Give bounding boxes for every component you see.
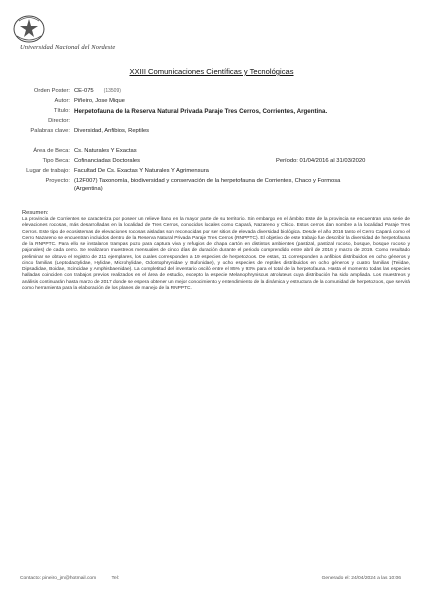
orden-poster-label: Orden Poster: bbox=[33, 88, 70, 94]
periodo-value: 01/04/2016 al 31/03/2020 bbox=[299, 158, 366, 164]
footer-contact bbox=[20, 576, 119, 581]
resumen-text: La provincia de Corrientes se caracteriza por poseer un relieve llano en la mayor parte de su territorio. Sin embargo en el ámbito Este de la provincia se encuentran una serie de elevaciones rocosas, más desarrolladas en la localidad de Tres Cerros, conocidos locales como Capará, Nazareno y Chico. Estos cerros dan nombre a la localidad Paraje Tres Cerros. Este tipo de ecosistemas de elevaciones rocosas aisladas son reconocidas por ser sitios de elevada diversidad biológica. Desde el año 2016 tanto el Cerro Capará como el Cerro Nazareno se encuentran incluidos dentro de la Reserva Natural Privada Paraje Tres Cerros (RNPPTC). El objetivo de este trabajo fue describir la diversidad de herpetofauna de la RNPPTC. Para ello se instalaron trampas pozo para captura viva y refugios de chapa cartón en distintos ambientes (pastizal, pastizal rocoso, bosque, bosque rocoso y pajonales) de cada cerro. Se realizaron muestreos mensuales de cinco días de duración durante el periodo comprendido entre abril de 2016 y marzo de 2019. Como resultado preliminar se obtuvo el registro de 211 ejemplares, los cuales corresponden a 19 especies de herpetozoos. De estas, 11 corresponden a anfibios distribuidos en ocho géneros y cinco familias (Leptodactylidae, Hylidae, Microhylidae, Odontophrynidae y Bufonidae), y ocho especies de reptiles distribuidos en ocho géneros y cuatro familias (Teiidae, Dipsadidae, Boidae, Scincidae y Amphisbaenidae). La completitud del inventario osciló entre el 85% y 93% para el total de la herpetofauna. Hasta el momento todas las especies halladas coinciden con trabajos previos realizados en el área de estudio, excepto la especie Melanophryniscus atroluteus cuya distribución ha sido ampliada. Los muestreos y análisis continuarán hasta marzo de 2017 donde se espera obtener un mejor conocimiento y entendimiento de la dinámica y estructura de la comunidad de herpetozoos, que servirá como herramienta para la elaboración de los planes de manejo de la RNPPTC. bbox=[22, 217, 411, 291]
titulo-value: Herpetofauna de la Reserva Natural Privada Paraje Tres Cerros, Corrientes, Argentina. bbox=[74, 108, 328, 115]
tel-label: Tel: bbox=[111, 576, 120, 581]
orden-poster-value bbox=[74, 88, 121, 95]
university-name: Universidad Nacional del Nordeste bbox=[20, 44, 116, 51]
palabras-clave-value: Diversidad, Anfibios, Reptiles bbox=[74, 128, 150, 134]
autor-value: Piñeiro, Jose Mique bbox=[74, 98, 125, 104]
proyecto-value-line1: (12F007) Taxonomía, biodiversidad y conservación de la herpetofauna de Corrientes, Chaco y Formosa bbox=[74, 178, 341, 184]
event-title: XXIII Comunicaciones Científicas y Tecnológicas bbox=[129, 67, 294, 76]
director-label: Director: bbox=[48, 118, 70, 124]
palabras-clave-label: Palabras clave: bbox=[30, 128, 70, 134]
area-beca-value: Cs. Naturales Y Exactas bbox=[74, 148, 137, 154]
contact-label: Contacto: bbox=[20, 576, 41, 581]
orden-poster-code: (13509) bbox=[103, 88, 121, 94]
contact-email: pineiro_jm@hotmail.com bbox=[42, 576, 97, 581]
proyecto-label: Proyecto: bbox=[45, 178, 70, 184]
footer-generated: Generado el: 24/04/2024 a las 10:06 bbox=[321, 576, 401, 581]
orden-poster-number: CE-075 bbox=[74, 88, 94, 94]
lugar-trabajo-label: Lugar de trabajo: bbox=[26, 168, 70, 174]
autor-label: Autor: bbox=[54, 98, 70, 104]
resumen-label: Resumen: bbox=[22, 210, 49, 216]
periodo bbox=[276, 158, 365, 165]
tipo-beca-label: Tipo Beca: bbox=[42, 158, 70, 164]
area-beca-label: Área de Beca: bbox=[33, 148, 70, 154]
tipo-beca-value: Cofinanciadas Doctorales bbox=[74, 158, 141, 164]
university-logo-icon bbox=[12, 14, 46, 44]
periodo-label: Período: bbox=[276, 158, 298, 164]
titulo-label: Título: bbox=[53, 108, 70, 114]
proyecto-value-line2: (Argentina) bbox=[74, 186, 103, 192]
lugar-trabajo-value: Facultad De Cs. Exactas Y Naturales Y Agrimensura bbox=[74, 168, 209, 174]
